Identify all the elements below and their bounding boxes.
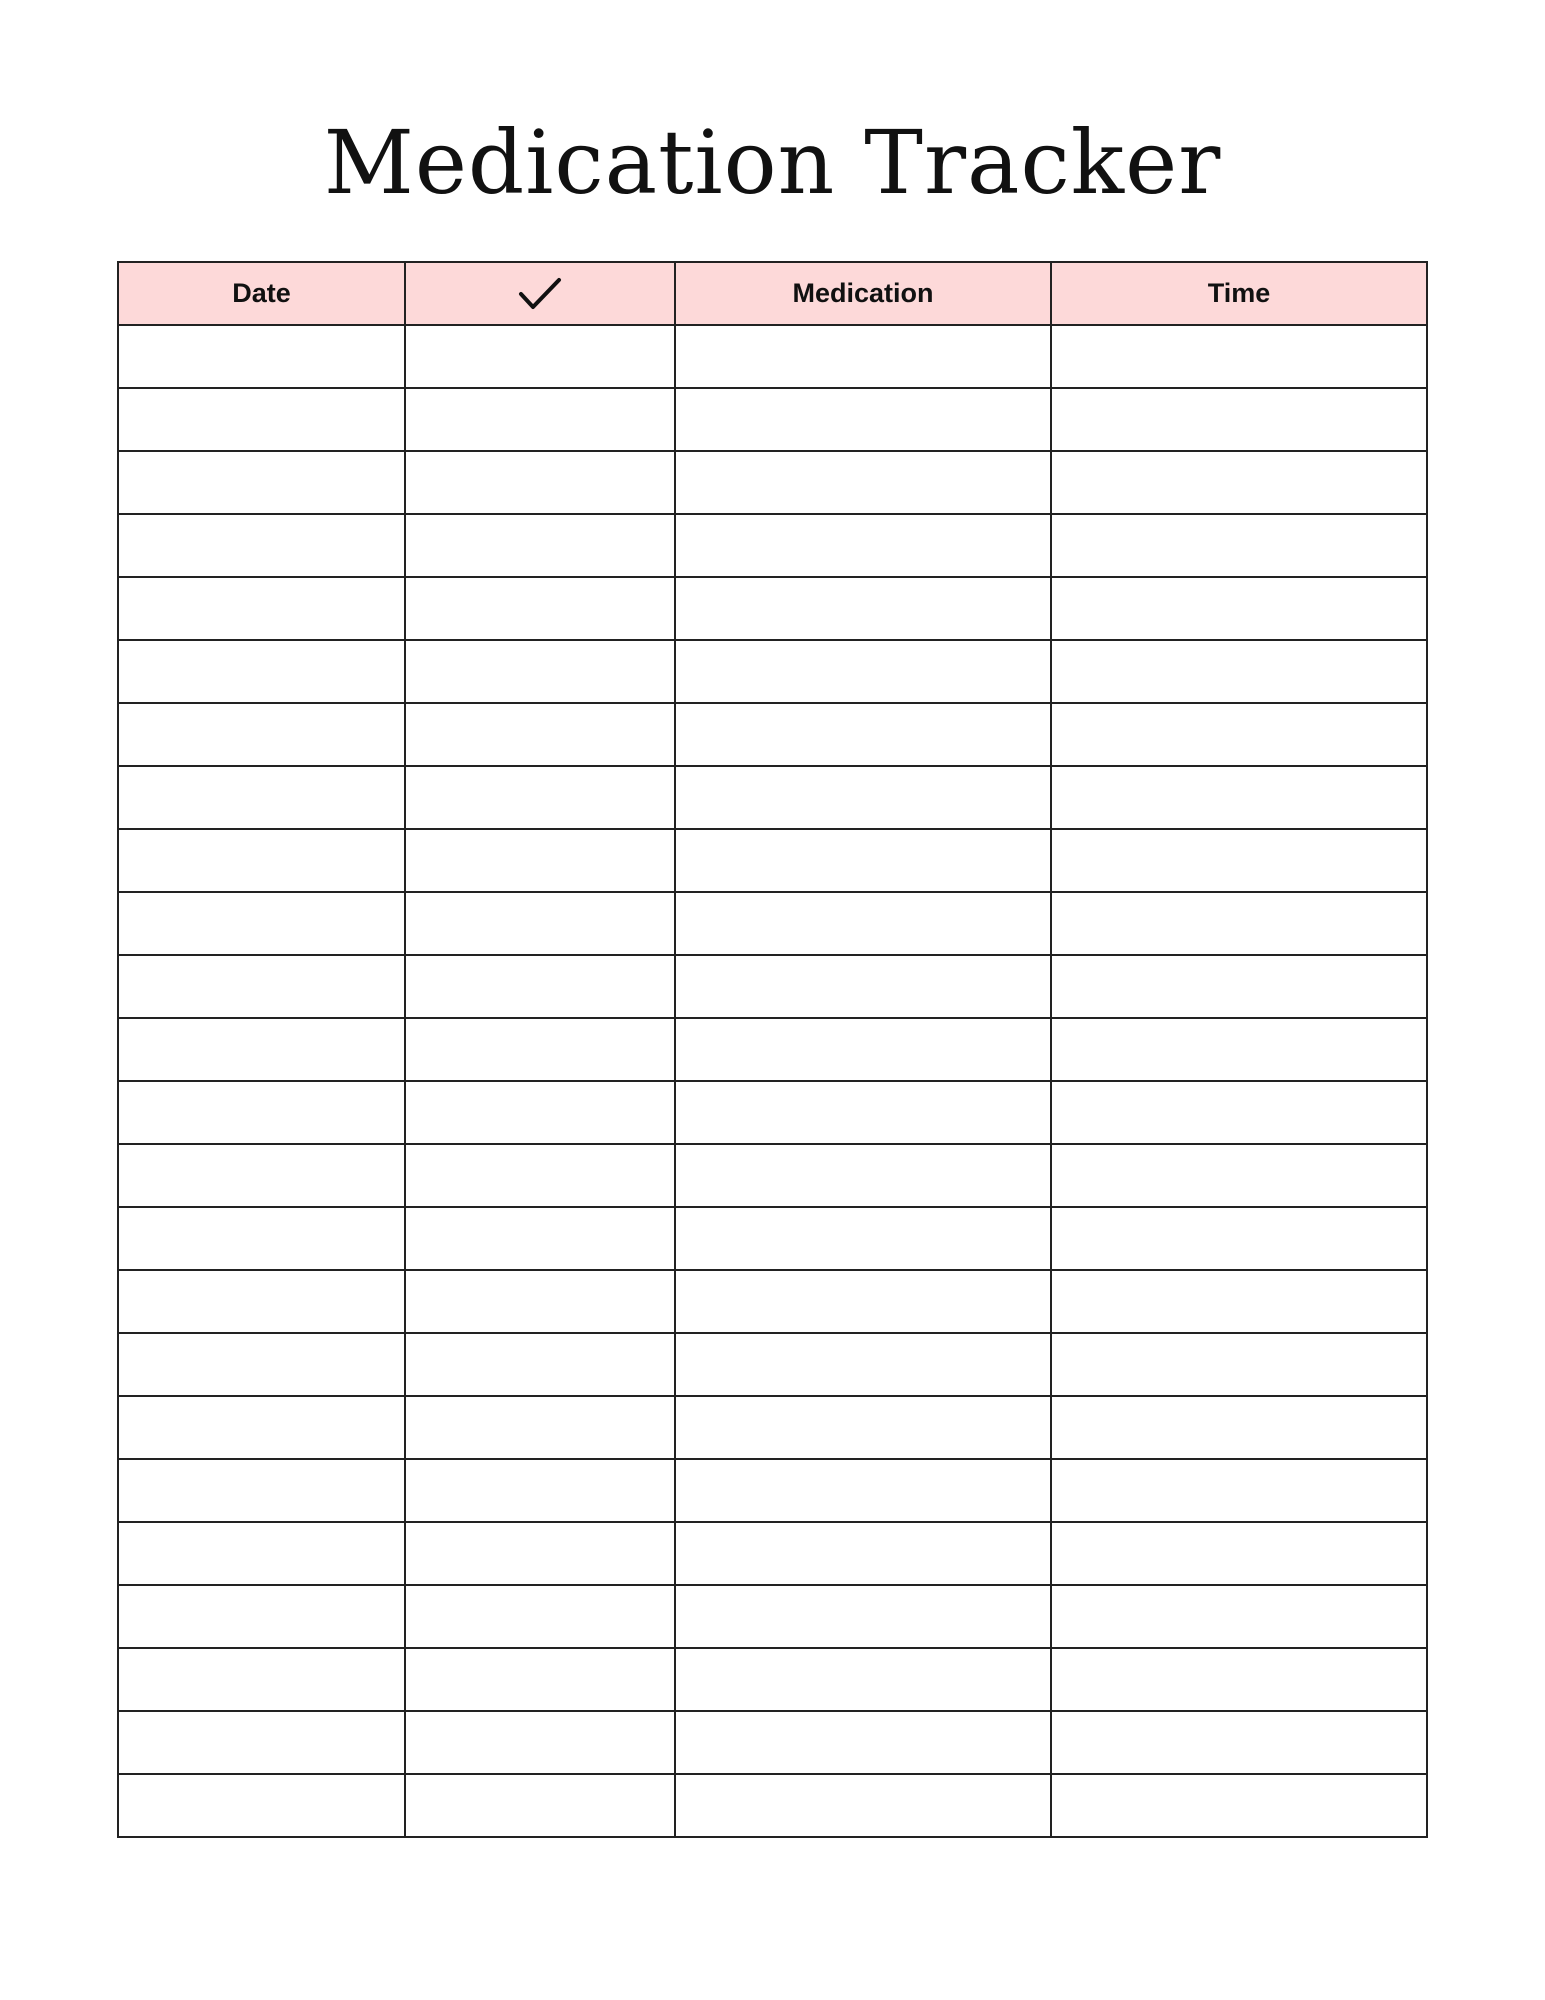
table-cell-taken[interactable] [405,1585,675,1648]
table-cell-time[interactable] [1051,1522,1427,1585]
table-cell-date[interactable] [118,1648,405,1711]
table-cell-date[interactable] [118,1018,405,1081]
table-row [118,829,1427,892]
table-cell-time[interactable] [1051,451,1427,514]
table-cell-time[interactable] [1051,829,1427,892]
table-cell-medication[interactable] [675,1774,1051,1837]
table-cell-date[interactable] [118,577,405,640]
table-cell-taken[interactable] [405,325,675,388]
table-row [118,451,1427,514]
column-header-taken [405,262,675,325]
table-cell-date[interactable] [118,1270,405,1333]
medication-table [117,261,1428,1838]
table-cell-taken[interactable] [405,1270,675,1333]
table-cell-date[interactable] [118,325,405,388]
table-cell-taken[interactable] [405,577,675,640]
table-cell-time[interactable] [1051,1648,1427,1711]
table-row [118,1522,1427,1585]
table-cell-time[interactable] [1051,1711,1427,1774]
checkmark-icon [518,276,562,312]
table-cell-date[interactable] [118,1144,405,1207]
table-cell-time[interactable] [1051,1459,1427,1522]
table-cell-time[interactable] [1051,640,1427,703]
table-row [118,1081,1427,1144]
table-cell-date[interactable] [118,1081,405,1144]
table-cell-time[interactable] [1051,1774,1427,1837]
table-cell-medication[interactable] [675,1396,1051,1459]
table-cell-date[interactable] [118,640,405,703]
table-row [118,1396,1427,1459]
table-cell-taken[interactable] [405,1081,675,1144]
table-cell-time[interactable] [1051,514,1427,577]
column-header-date: Date [118,262,405,325]
table-cell-time[interactable] [1051,1207,1427,1270]
table-cell-taken[interactable] [405,1459,675,1522]
table-cell-time[interactable] [1051,1144,1427,1207]
table-cell-taken[interactable] [405,1774,675,1837]
table-cell-date[interactable] [118,451,405,514]
table-cell-time[interactable] [1051,388,1427,451]
table-cell-date[interactable] [118,766,405,829]
table-cell-medication[interactable] [675,640,1051,703]
table-cell-date[interactable] [118,1459,405,1522]
table-cell-date[interactable] [118,829,405,892]
table-row [118,1711,1427,1774]
table-cell-taken[interactable] [405,640,675,703]
table-cell-medication[interactable] [675,1333,1051,1396]
table-cell-taken[interactable] [405,1144,675,1207]
table-cell-medication[interactable] [675,1459,1051,1522]
column-header-medication: Medication [675,262,1051,325]
table-row [118,325,1427,388]
table-row [118,892,1427,955]
table-cell-medication[interactable] [675,1270,1051,1333]
table-cell-time[interactable] [1051,1081,1427,1144]
table-cell-date[interactable] [118,1522,405,1585]
table-cell-date[interactable] [118,514,405,577]
table-cell-date[interactable] [118,1333,405,1396]
table-row [118,1774,1427,1837]
table-row [118,388,1427,451]
table-cell-medication[interactable] [675,829,1051,892]
table-cell-medication[interactable] [675,325,1051,388]
table-cell-date[interactable] [118,955,405,1018]
table-cell-medication[interactable] [675,892,1051,955]
table-cell-time[interactable] [1051,703,1427,766]
table-cell-medication[interactable] [675,1081,1051,1144]
table-cell-taken[interactable] [405,1396,675,1459]
table-cell-taken[interactable] [405,1522,675,1585]
table-row [118,1018,1427,1081]
table-cell-date[interactable] [118,1774,405,1837]
table-cell-medication[interactable] [675,1585,1051,1648]
table-cell-date[interactable] [118,703,405,766]
table-cell-medication[interactable] [675,766,1051,829]
column-header-time: Time [1051,262,1427,325]
table-cell-taken[interactable] [405,1018,675,1081]
table-cell-medication[interactable] [675,388,1051,451]
table-row [118,1585,1427,1648]
table-cell-medication[interactable] [675,1648,1051,1711]
table-cell-time[interactable] [1051,955,1427,1018]
table-cell-taken[interactable] [405,1711,675,1774]
table-row [118,514,1427,577]
table-cell-medication[interactable] [675,703,1051,766]
table-cell-date[interactable] [118,1207,405,1270]
table-cell-date[interactable] [118,388,405,451]
table-cell-time[interactable] [1051,1018,1427,1081]
table-header [118,262,1427,325]
table-row [118,766,1427,829]
table-row [118,1270,1427,1333]
table-cell-date[interactable] [118,1711,405,1774]
table-body [118,325,1427,1837]
table-cell-medication[interactable] [675,955,1051,1018]
table-row [118,1648,1427,1711]
table-cell-medication[interactable] [675,1522,1051,1585]
table-cell-medication[interactable] [675,451,1051,514]
table-cell-date[interactable] [118,1396,405,1459]
table-cell-taken[interactable] [405,1207,675,1270]
table-cell-taken[interactable] [405,451,675,514]
table-cell-taken[interactable] [405,1648,675,1711]
table-cell-date[interactable] [118,892,405,955]
table-cell-time[interactable] [1051,1396,1427,1459]
table-cell-taken[interactable] [405,703,675,766]
table-cell-time[interactable] [1051,1585,1427,1648]
table-cell-medication[interactable] [675,1207,1051,1270]
header-row [118,262,1427,325]
table-row [118,1459,1427,1522]
table-cell-time[interactable] [1051,1270,1427,1333]
table-cell-time[interactable] [1051,1333,1427,1396]
table-cell-taken[interactable] [405,514,675,577]
table-cell-taken[interactable] [405,388,675,451]
table-row [118,1333,1427,1396]
table-cell-date[interactable] [118,1585,405,1648]
table-row [118,640,1427,703]
table-cell-time[interactable] [1051,892,1427,955]
table-cell-medication[interactable] [675,1018,1051,1081]
table-cell-taken[interactable] [405,955,675,1018]
table-cell-time[interactable] [1051,766,1427,829]
table-row [118,703,1427,766]
table-row [118,1144,1427,1207]
table-cell-taken[interactable] [405,829,675,892]
table-cell-medication[interactable] [675,577,1051,640]
table-cell-time[interactable] [1051,325,1427,388]
table-cell-taken[interactable] [405,766,675,829]
table-row [118,577,1427,640]
table-cell-taken[interactable] [405,892,675,955]
table-cell-medication[interactable] [675,1711,1051,1774]
page-title: Medication Tracker [323,111,1222,214]
table-row [118,1207,1427,1270]
table-cell-taken[interactable] [405,1333,675,1396]
table-cell-medication[interactable] [675,1144,1051,1207]
table-cell-time[interactable] [1051,577,1427,640]
table-cell-medication[interactable] [675,514,1051,577]
table-row [118,955,1427,1018]
